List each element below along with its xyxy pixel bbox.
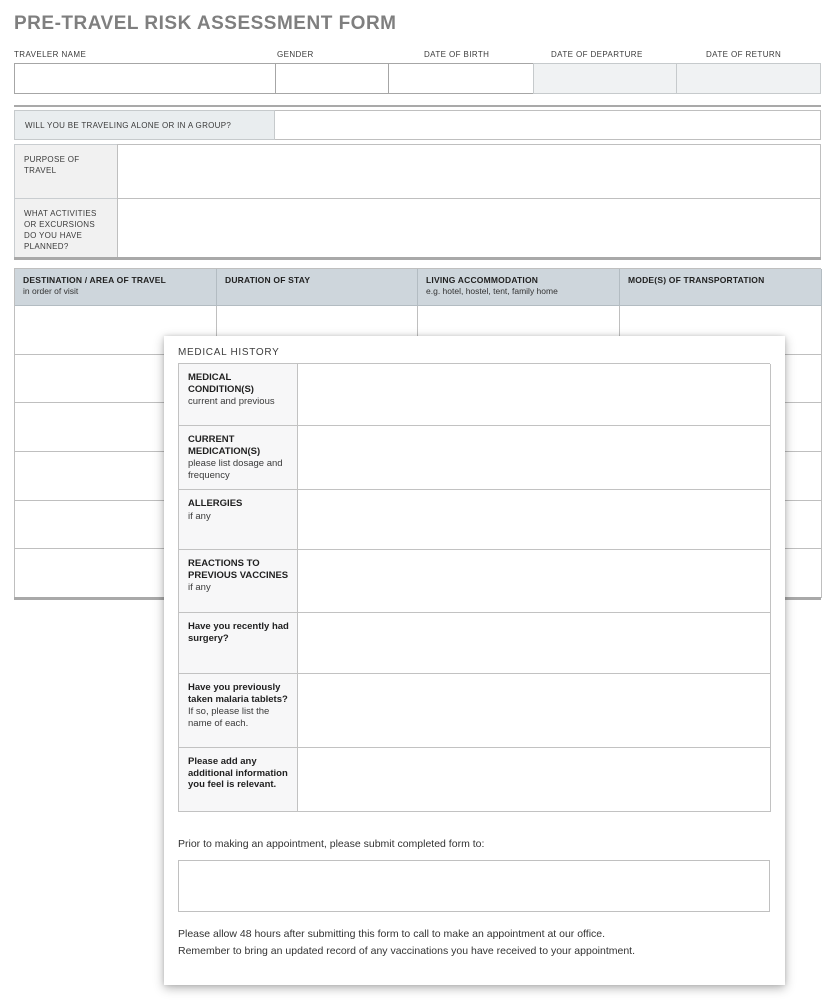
gender-label: GENDER	[277, 50, 314, 59]
current-medications-label: CURRENT MEDICATION(S) please list dosage and frequency	[179, 426, 298, 490]
activities-label: WHAT ACTIVITIES OR EXCURSIONS DO YOU HAVE PLANNED?	[14, 198, 117, 258]
gender-input[interactable]	[275, 63, 389, 94]
medical-history-panel	[164, 336, 785, 985]
allergies-label: ALLERGIES if any	[179, 490, 298, 550]
destination-column-header: DESTINATION / AREA OF TRAVEL in order of visit	[15, 269, 217, 306]
current-medications-input[interactable]	[298, 426, 771, 490]
additional-info-label: Please add any additional information you feel is relevant.	[179, 748, 298, 812]
medical-history-title: MEDICAL HISTORY	[178, 347, 280, 358]
page-title: PRE-TRAVEL RISK ASSESSMENT FORM	[14, 13, 397, 34]
note-line: Remember to bring an updated record of any vaccinations you have received to your appointment.	[178, 944, 636, 957]
traveler-name-input[interactable]	[14, 63, 276, 94]
purpose-activities-table	[14, 144, 821, 258]
allergies-input[interactable]	[298, 490, 771, 550]
recent-surgery-input[interactable]	[298, 613, 771, 674]
activities-input[interactable]	[117, 198, 821, 258]
section-divider	[14, 105, 821, 107]
traveler-name-label: TRAVELER NAME	[14, 50, 87, 59]
malaria-tablets-input[interactable]	[298, 674, 771, 748]
submit-to-input[interactable]	[178, 860, 770, 912]
date-of-birth-label: DATE OF BIRTH	[424, 50, 490, 59]
date-of-departure-label: DATE OF DEPARTURE	[551, 50, 643, 59]
appointment-notes	[178, 926, 778, 959]
section-bottom-rule	[14, 257, 821, 260]
accommodation-column-header: LIVING ACCOMMODATION e.g. hotel, hostel, tent, family home	[418, 269, 620, 306]
note-line: Please allow 48 hours after submitting this form to call to make an appointment at our office.	[178, 928, 606, 940]
purpose-of-travel-label: PURPOSE OF TRAVEL	[14, 144, 117, 198]
transportation-column-header: MODE(S) OF TRANSPORTATION	[620, 269, 822, 306]
medical-conditions-input[interactable]	[298, 364, 771, 426]
purpose-of-travel-input[interactable]	[117, 144, 821, 198]
malaria-tablets-label: Have you previously taken malaria tablets? If so, please list the name of each.	[179, 674, 298, 748]
date-of-return-input[interactable]	[676, 63, 821, 94]
additional-info-input[interactable]	[298, 748, 771, 812]
vaccine-reactions-label: REACTIONS TO PREVIOUS VACCINES if any	[179, 550, 298, 613]
recent-surgery-label: Have you recently had surgery?	[179, 613, 298, 674]
group-question-row	[14, 110, 821, 140]
date-of-return-label: DATE OF RETURN	[706, 50, 782, 59]
vaccine-reactions-input[interactable]	[298, 550, 771, 613]
duration-column-header: DURATION OF STAY	[217, 269, 418, 306]
date-of-birth-input[interactable]	[388, 63, 534, 94]
group-question-label: WILL YOU BE TRAVELING ALONE OR IN A GROUP?	[14, 110, 275, 140]
group-question-answer-cell[interactable]	[275, 110, 821, 140]
medical-history-table	[178, 363, 770, 812]
date-of-departure-input[interactable]	[533, 63, 677, 94]
submit-prompt: Prior to making an appointment, please submit completed form to:	[178, 838, 485, 850]
medical-conditions-label: MEDICAL CONDITION(S) current and previous	[179, 364, 298, 426]
